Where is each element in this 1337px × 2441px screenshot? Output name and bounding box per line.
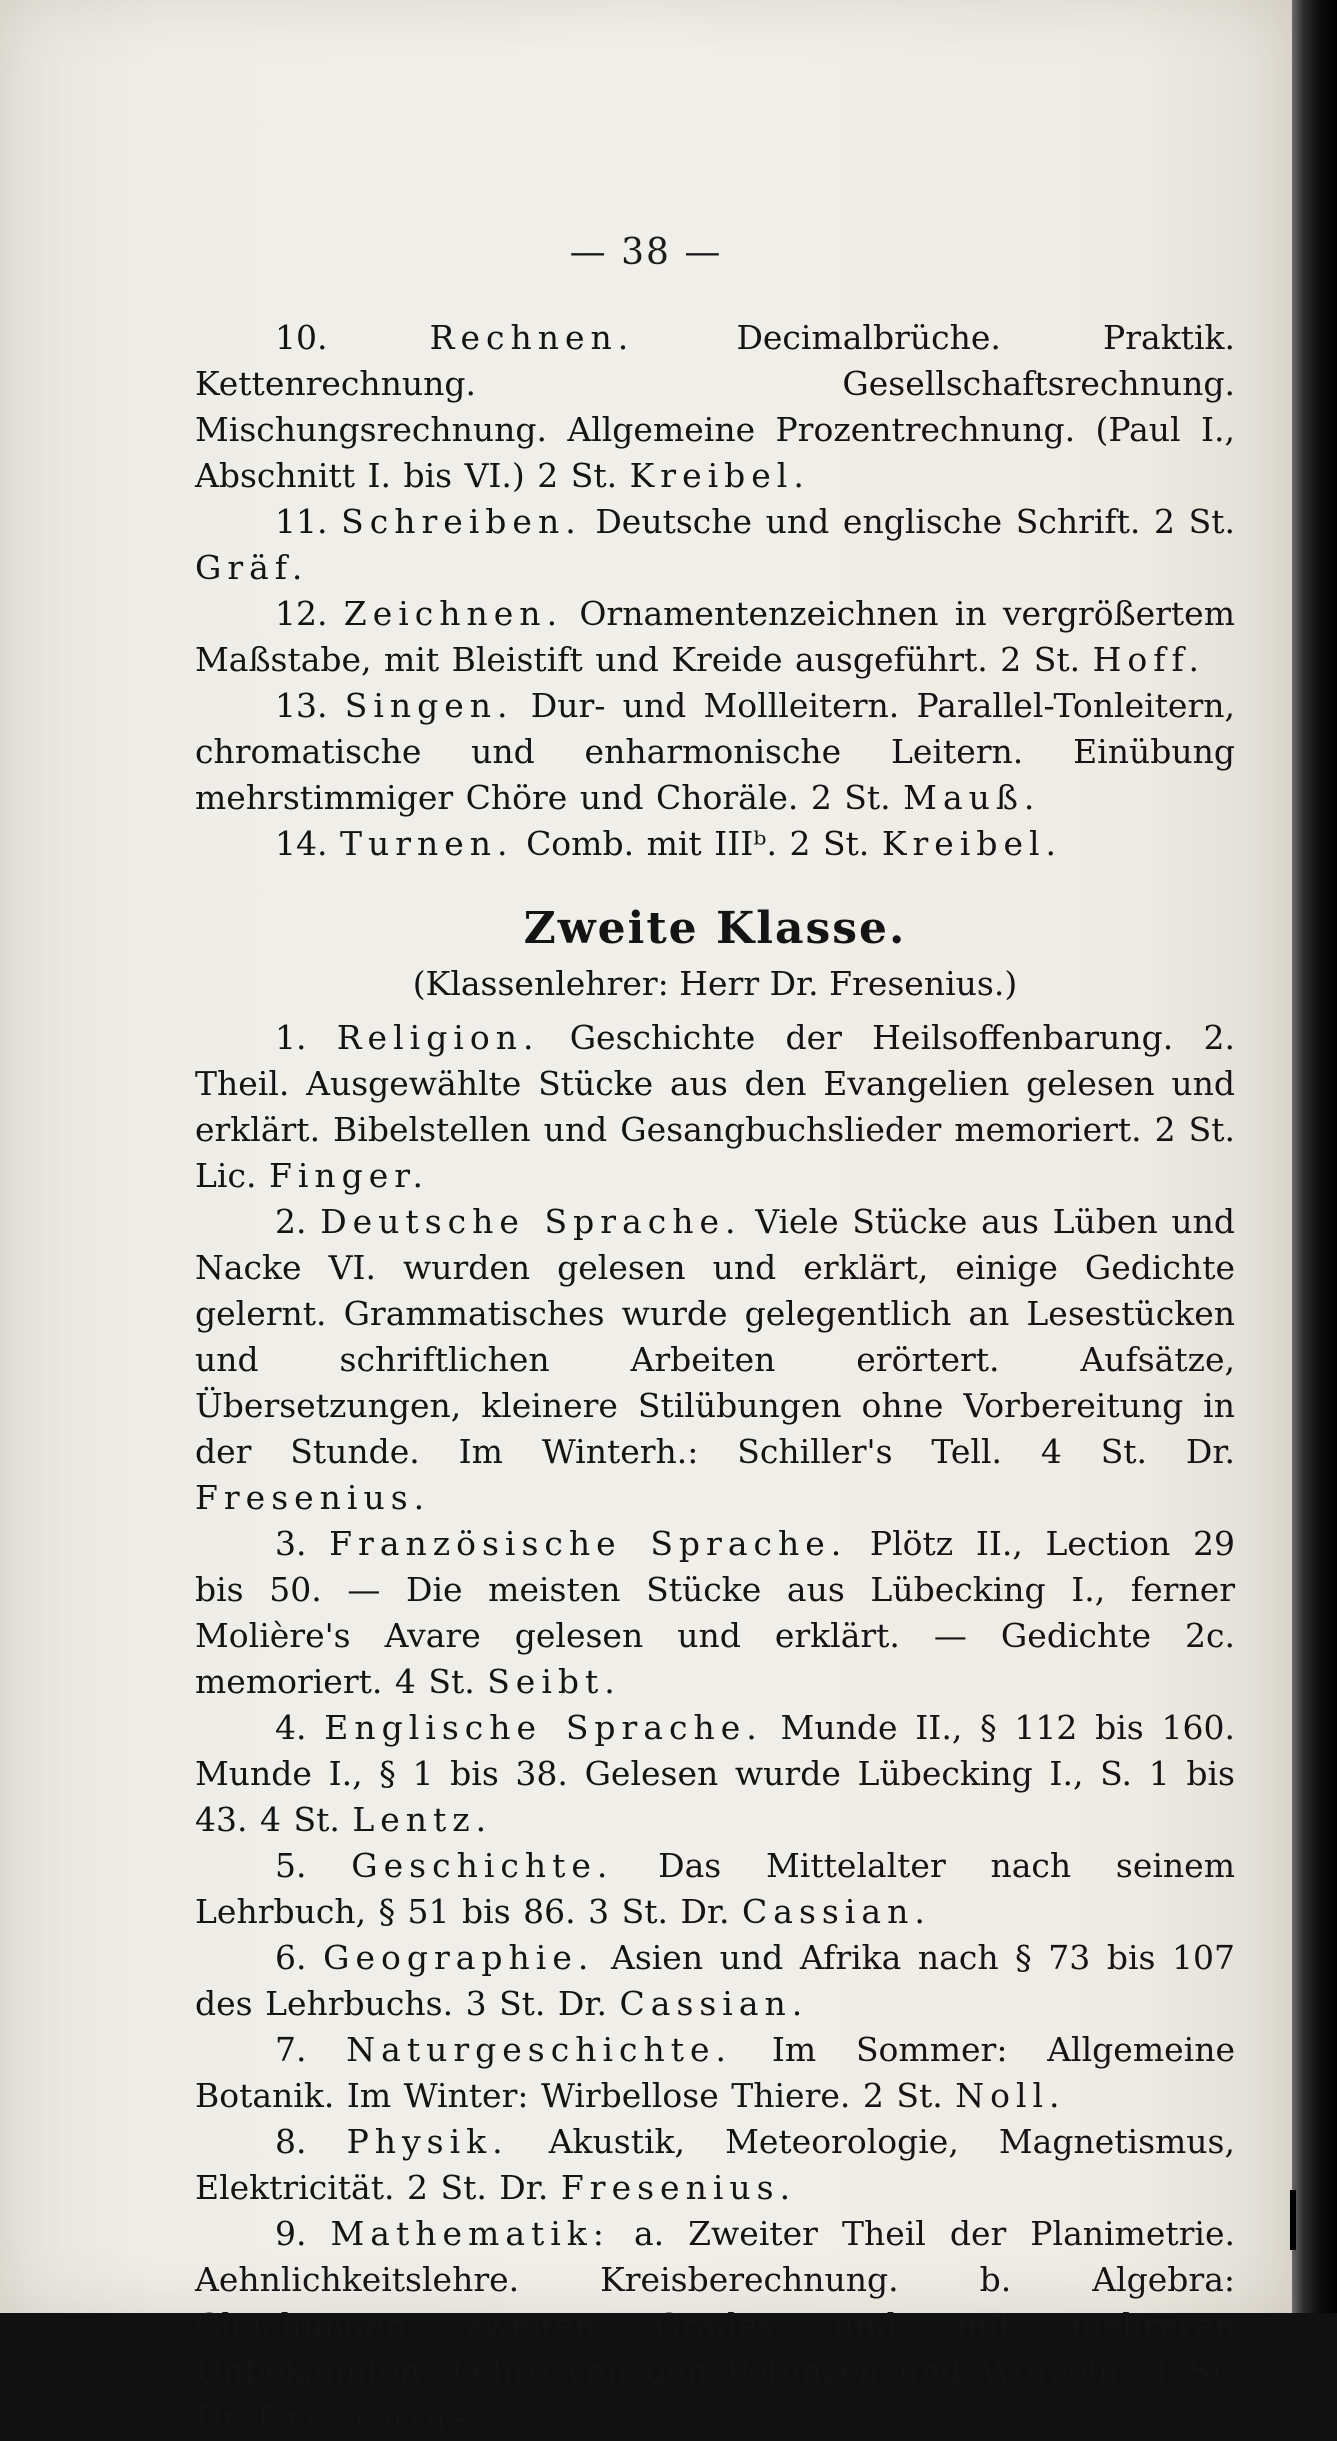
entry-teacher: Mauß. [903, 778, 1041, 817]
entry-subject: Turnen. [339, 824, 514, 863]
entry-text: Asien und Afrika nach § 73 bis 107 des Lehrbuchs. 3 St. Dr. [195, 1938, 1235, 2023]
entry-number: 4. [275, 1708, 307, 1747]
entry-text: a. Zweiter Theil der Planimetrie. Aehnlichkeitslehre. Kreisberechnung. b. Algebra: Gleichungen zweiten Grades und mit mehreren Unbekannten. Lehre von den Potenzen und Wurzeln. 4 St. Dr. [195, 2214, 1235, 2437]
entry-teacher: Cassian. [619, 1984, 809, 2023]
entry-text: Munde II., § 112 bis 160. Munde I., § 1 bis 38. Gelesen wurde Lübecking I., S. 1 bis 43. 4 St. [195, 1708, 1235, 1839]
entry-number: 14. [275, 824, 328, 863]
entry-turnen [195, 821, 1235, 867]
entry-text: Deutsche und englische Schrift. 2 St. [595, 502, 1235, 541]
entry-number: 2. [275, 1202, 307, 1241]
entry-subject: Zeichnen. [343, 594, 564, 633]
entry-number: 6. [275, 1938, 307, 1977]
entry-text: Akustik, Meteorologie, Magnetismus, Elektricität. 2 St. Dr. [195, 2122, 1235, 2207]
entry-schreiben [195, 499, 1235, 591]
entry-zeichnen [195, 591, 1235, 683]
entry-number: 3. [275, 1524, 307, 1563]
entry-subject: Geographie. [323, 1938, 595, 1977]
entry-subject: Englische Sprache. [324, 1708, 763, 1747]
entry-text: Das Mittelalter nach seinem Lehrbuch, § 51 bis 86. 3 St. Dr. [195, 1846, 1235, 1931]
entry-subject: Physik. [346, 2122, 509, 2161]
entry-number: 7. [275, 2030, 307, 2069]
entry-number: 13. [275, 686, 328, 725]
page-body [195, 315, 1235, 2441]
page-number: — 38 — [569, 232, 723, 273]
entry-franzoesische-sprache [195, 1521, 1235, 1705]
entry-subject: Geschichte. [351, 1846, 614, 1885]
entry-teacher: Gräf. [195, 548, 309, 587]
section-heading: Zweite Klasse. [523, 903, 907, 954]
entry-teacher: Hoff. [1092, 640, 1205, 679]
entry-deutsche-sprache [195, 1199, 1235, 1521]
entry-teacher: Noll. [955, 2076, 1066, 2115]
entry-subject: Rechnen. [429, 318, 635, 357]
entry-number: 8. [275, 2122, 307, 2161]
section-subheading: (Klassenlehrer: Herr Dr. Fresenius.) [412, 964, 1018, 1003]
entry-englische-sprache [195, 1705, 1235, 1843]
entry-subject: Französische Sprache. [329, 1524, 848, 1563]
entry-subject: Religion. [336, 1018, 540, 1057]
entry-subject: Naturgeschichte. [346, 2030, 733, 2069]
scan-edge-mark [1290, 2190, 1296, 2250]
entry-naturgeschichte [195, 2027, 1235, 2119]
entry-subject: Mathematik: [330, 2214, 610, 2253]
entry-teacher: Fresenius. [256, 2398, 492, 2437]
entry-subject: Schreiben. [341, 502, 582, 541]
book-edge-shadow [1292, 0, 1337, 2313]
entry-teacher: Lentz. [352, 1800, 493, 1839]
entry-number: 11. [275, 502, 328, 541]
entry-text: Comb. mit IIIᵇ. 2 St. [526, 824, 870, 863]
entry-geschichte [195, 1843, 1235, 1935]
entry-subject: Singen. [344, 686, 514, 725]
entry-number: 9. [275, 2214, 307, 2253]
entry-physik [195, 2119, 1235, 2211]
entry-religion [195, 1015, 1235, 1199]
entry-teacher: Fresenius. [195, 1478, 431, 1517]
entry-mathematik [195, 2211, 1235, 2441]
entry-text: Geschichte der Heilsoffenbarung. 2. Theil. Ausgewählte Stücke aus den Evangelien gelesen und erklärt. Bibelstellen und Gesangbuchslieder memoriert. 2 St. Lic. [195, 1018, 1235, 1195]
entry-number: 1. [275, 1018, 307, 1057]
entry-singen [195, 683, 1235, 821]
entry-text: Viele Stücke aus Lüben und Nacke VI. wurden gelesen und erklärt, einige Gedichte gelernt. Grammatisches wurde gelegentlich an Lesestücken und schriftlichen Arbeiten erörtert. Aufsätze, Übersetzungen, kleinere Stilübungen ohne Vorbereitung in der Stunde. Im Winterh.: Schiller's Tell. 4 St. Dr. [195, 1202, 1235, 1471]
entry-teacher: Fresenius. [560, 2168, 797, 2207]
entry-text: Ornamentenzeichnen in vergrößertem Maßstabe, mit Bleistift und Kreide ausgeführt. 2 St. [195, 594, 1235, 679]
entry-teacher: Seibt. [487, 1662, 621, 1701]
entry-text: Plötz II., Lection 29 bis 50. — Die meisten Stücke aus Lübecking I., ferner Molière's Avare gelesen und erklärt. — Gedichte 2c. memoriert. 4 St. [195, 1524, 1235, 1701]
entry-teacher: Cassian. [742, 1892, 931, 1931]
entry-text: Decimalbrüche. Praktik. Kettenrechnung. Gesellschaftsrechnung. Mischungsrechnung. Allgemeine Prozentrechnung. (Paul I., Abschnitt I. bis VI.) 2 St. [195, 318, 1235, 495]
entry-teacher: Kreibel. [629, 456, 810, 495]
entry-rechnen [195, 315, 1235, 499]
entry-number: 10. [275, 318, 328, 357]
entry-geographie [195, 1935, 1235, 2027]
entry-text: Dur- und Mollleitern. Parallel-Tonleitern, chromatische und enharmonische Leitern. Einübung mehrstimmiger Chöre und Choräle. 2 St. [195, 686, 1235, 817]
entry-teacher: Kreibel. [881, 824, 1063, 863]
entry-text: Im Sommer: Allgemeine Botanik. Im Winter: Wirbellose Thiere. 2 St. [195, 2030, 1235, 2115]
entry-teacher: Finger. [268, 1156, 429, 1195]
entry-subject: Deutsche Sprache. [320, 1202, 742, 1241]
entry-number: 12. [275, 594, 328, 633]
entry-number: 5. [275, 1846, 307, 1885]
